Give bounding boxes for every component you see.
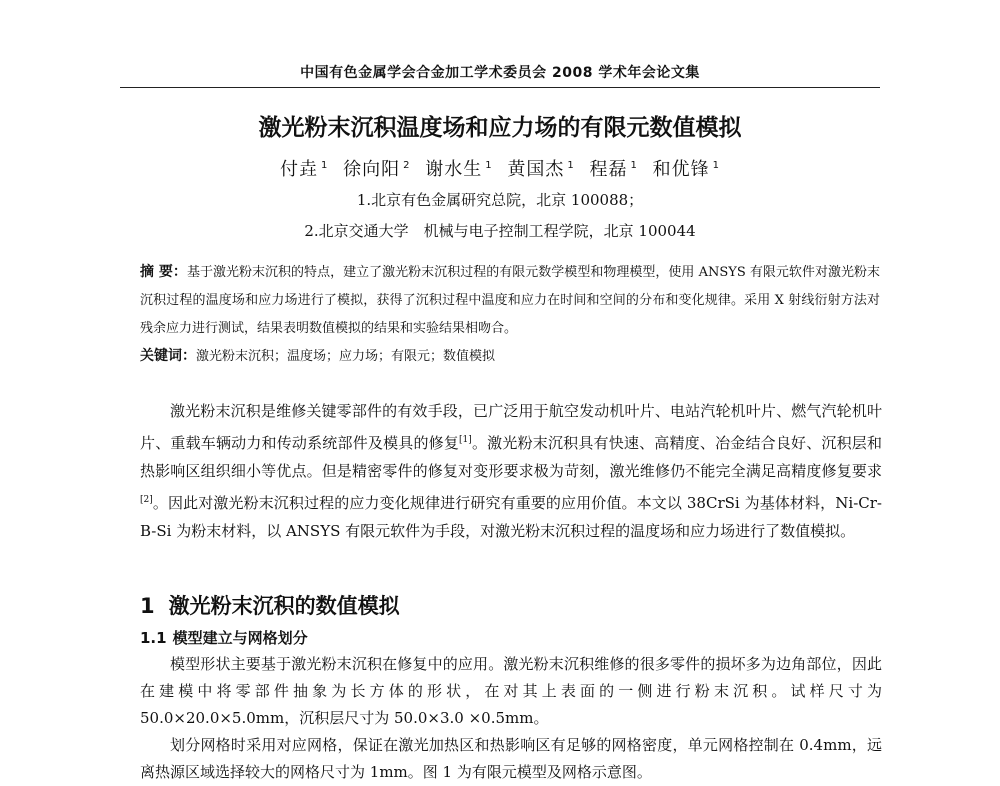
author-list — [100, 155, 900, 181]
author-name: 徐向阳 — [343, 159, 401, 180]
intro-text-part-2: 。激光粉末沉积具有快速、高精度、冶金结合良好、沉积层和热影响区组织细小等优点。但是精密零件的修复对变形要求极为苛刻，激光维修仍不能完全满足高精度修复要求 — [140, 433, 882, 481]
intro-text-part-1: 激光粉末沉积是维修关键零部件的有效手段，已广泛用于航空发动机叶片、电站汽轮机叶片、燃气汽轮机叶片、重载车辆动力和传动系统部件及模具的修复 — [140, 402, 882, 452]
author-name: 谢水生 — [425, 159, 483, 180]
intro-paragraph — [140, 397, 882, 546]
author-name: 程磊 — [589, 159, 628, 180]
header-rule — [120, 87, 880, 88]
abstract-label: 摘 要： — [140, 264, 187, 280]
body-paragraph-2: 划分网格时采用对应网格，保证在激光加热区和热影响区有足够的网格密度，单元网格控制在 0.4mm，远离热源区域选择较大的网格尺寸为 1mm。图 1 为有限元模型及网格示意图。 — [140, 736, 882, 781]
body-paragraph-1: 模型形状主要基于激光粉末沉积在修复中的应用。激光粉末沉积维修的很多零件的损坏多为边角部位，因此在建模中将零部件抽象为长方体的形状，在对其上表面的一侧进行粉末沉积。试样尺寸为 50.0×20.0×5.0mm，沉积层尺寸为 50.0×3.0 ×0.5mm。 — [140, 655, 882, 727]
citation-2: [2] — [140, 494, 153, 505]
affiliation-2: 2.北京交通大学 机械与电子控制工程学院，北京 100044 — [304, 222, 696, 240]
section-number: 1 — [140, 594, 155, 618]
subsection-number: 1.1 — [140, 629, 167, 647]
running-header: 中国有色金属学会合金加工学术委员会 2008 学术年会论文集 — [300, 65, 700, 81]
author — [425, 159, 492, 180]
keywords — [140, 342, 880, 371]
section-1-heading — [140, 590, 400, 620]
section-title: 激光粉末沉积的数值模拟 — [168, 594, 400, 618]
keywords-text: 激光粉末沉积；温度场；应力场；有限元；数值模拟 — [196, 349, 496, 364]
author-affiliation-mark: 1 — [485, 160, 493, 171]
author-name: 黄国杰 — [507, 159, 565, 180]
author-affiliation-mark: 2 — [403, 160, 411, 171]
abstract-text: 基于激光粉末沉积的特点，建立了激光粉末沉积过程的有限元数学模型和物理模型，使用 ANSYS 有限元软件对激光粉末沉积过程的温度场和应力场进行了模拟，获得了沉积过程中温度和应力在时间和空间的分布和变化规律。采用 X 射线衍射方法对残余应力进行测试，结果表明数值模拟的结果和实验结果相吻合。 — [140, 265, 880, 336]
intro-text-part-3: 。因此对激光粉末沉积过程的应力变化规律进行研究有重要的应用价值。本文以 38CrSi 为基体材料，Ni-Cr-B-Si 为粉末材料，以 ANSYS 有限元软件为手段，对激光粉末沉积过程的温度场和应力场进行了数值模拟。 — [140, 493, 882, 541]
author-affiliation-mark: 1 — [567, 160, 575, 171]
author — [507, 159, 574, 180]
citation-1: [1] — [459, 434, 472, 445]
author-affiliation-mark: 1 — [321, 160, 329, 171]
author — [653, 159, 720, 180]
author — [280, 159, 328, 180]
keywords-label: 关键词： — [140, 348, 196, 364]
subsection-title: 模型建立与网格划分 — [172, 629, 308, 647]
author — [589, 159, 637, 180]
author-affiliation-mark: 1 — [630, 160, 638, 171]
subsection-1-1-body — [140, 651, 882, 786]
introduction — [140, 397, 882, 546]
author-affiliation-mark: 1 — [712, 160, 720, 171]
affiliation-1: 1.北京有色金属研究总院，北京 100088； — [356, 191, 644, 209]
author — [343, 159, 410, 180]
author-name: 和优锋 — [652, 159, 710, 180]
abstract — [140, 258, 880, 343]
paper-title: 激光粉末沉积温度场和应力场的有限元数值模拟 — [258, 115, 742, 141]
author-name: 付垚 — [280, 159, 319, 180]
subsection-1-1-heading — [140, 627, 308, 648]
